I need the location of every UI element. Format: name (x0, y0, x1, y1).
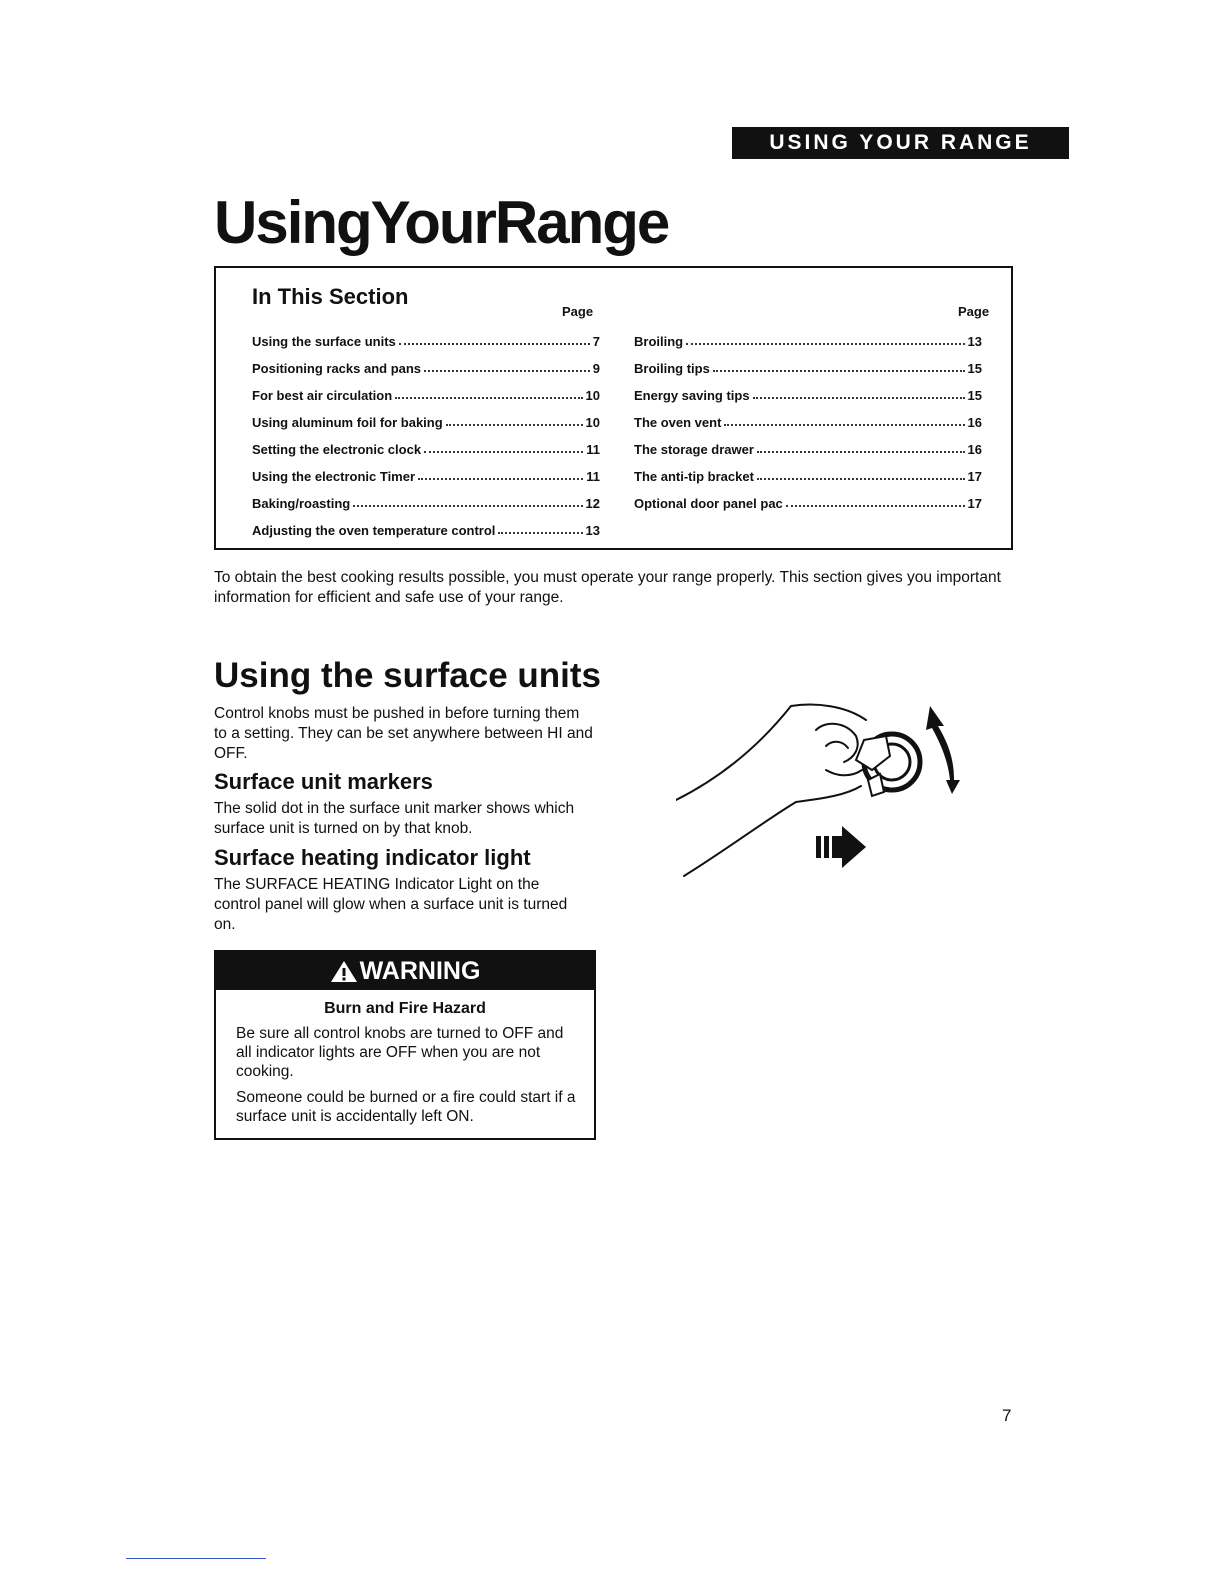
toc-entry-page: 10 (585, 388, 600, 403)
toc-entry-label: Energy saving tips (634, 388, 750, 403)
hazard-title: Burn and Fire Hazard (324, 1000, 486, 1017)
surface-markers-heading: Surface unit markers (214, 769, 433, 794)
toc-leader-dots (757, 478, 965, 480)
toc-leader-dots (753, 397, 965, 399)
toc-entry-label: The anti-tip bracket (634, 469, 754, 484)
toc-entry-label: The storage drawer (634, 442, 754, 457)
toc-page-header-right: Page (958, 304, 990, 319)
toc-entry-page: 10 (585, 415, 600, 430)
toc-page-header-left: Page (562, 304, 594, 319)
toc-leader-dots (757, 451, 965, 453)
toc-entry-label: Adjusting the oven temperature control (252, 523, 496, 538)
toc-entry-page: 15 (967, 388, 982, 403)
warning-triangle-icon (330, 959, 358, 983)
toc-leader-dots (424, 370, 590, 372)
page-title: UsingYourRange (214, 189, 669, 256)
toc-entry (252, 376, 600, 403)
toc-entry (634, 457, 982, 484)
toc-right-column (634, 322, 982, 511)
toc-leader-dots (446, 424, 583, 426)
toc-entry-label: Using the surface units (252, 334, 396, 349)
toc-entry (634, 349, 982, 376)
toc-entry-label: Baking/roasting (252, 496, 351, 511)
toc-entry (252, 511, 600, 538)
toc-entry-page: 17 (967, 496, 982, 511)
toc-entry (634, 430, 982, 457)
toc-entry-page: 13 (967, 334, 982, 349)
toc-entry (252, 349, 600, 376)
page-number: 7 (1002, 1406, 1012, 1425)
toc-entry-label: Using aluminum foil for baking (252, 415, 443, 430)
toc-leader-dots (395, 397, 582, 399)
toc-leader-dots (786, 505, 965, 507)
toc-entry (252, 403, 600, 430)
toc-entry-page: 9 (592, 361, 600, 376)
toc-entry-page: 13 (585, 523, 600, 538)
warning-paragraph-1: Be sure all control knobs are turned to OFF and all indicator lights are OFF when you are not cooking. (236, 1025, 564, 1080)
surface-units-body: Control knobs must be pushed in before turning them to a setting. They can be set anywhere between HI and OFF. (214, 705, 593, 762)
toc-entry (634, 484, 982, 511)
toc-leader-dots (353, 505, 582, 507)
toc-leader-dots (498, 532, 582, 534)
toc-leader-dots (418, 478, 583, 480)
warning-label: WARNING (359, 956, 481, 985)
warning-box (214, 950, 596, 1140)
toc-entry (634, 403, 982, 430)
toc-leader-dots (724, 424, 964, 426)
toc-entry (252, 457, 600, 484)
toc-entry (252, 322, 600, 349)
toc-entry (634, 376, 982, 403)
rotate-arrow-icon (926, 706, 960, 794)
push-arrow-icon (816, 826, 866, 868)
toc-left-column (252, 322, 600, 538)
toc-entry-label: The oven vent (634, 415, 722, 430)
toc-entry-label: Broiling tips (634, 361, 710, 376)
indicator-light-body: The SURFACE HEATING Indicator Light on the control panel will glow when a surface unit is turned on. (214, 876, 568, 933)
toc-entry-page: 15 (967, 361, 982, 376)
toc-entry-page: 11 (586, 442, 600, 457)
toc-entry-page: 16 (967, 415, 982, 430)
warning-paragraph-2: Someone could be burned or a fire could start if a surface unit is accidentally left ON. (236, 1089, 576, 1125)
section-tab: USING YOUR RANGE (732, 127, 1069, 159)
toc-entry (634, 322, 982, 349)
surface-units-heading: Using the surface units (214, 656, 602, 695)
toc-entry-label: Using the electronic Timer (252, 469, 416, 484)
toc-entry-label: For best air circulation (252, 388, 393, 403)
toc-entry-label: Optional door panel pac (634, 496, 783, 511)
toc-leader-dots (713, 370, 965, 372)
toc-leader-dots (424, 451, 583, 453)
toc-entry-page: 7 (592, 334, 600, 349)
intro-paragraph: To obtain the best cooking results possible, you must operate your range properly. This section gives you important information for efficient and safe use of your range. (214, 569, 1001, 606)
toc-entry-page: 17 (967, 469, 982, 484)
toc-entry-page: 11 (586, 469, 600, 484)
toc-entry-page: 12 (585, 496, 600, 511)
toc-leader-dots (686, 343, 964, 345)
warning-banner (216, 952, 594, 990)
toc-entry (252, 430, 600, 457)
bottom-rule (126, 1558, 266, 1559)
toc-heading: In This Section (252, 284, 409, 309)
toc-box (214, 266, 1013, 550)
knob-illustration (676, 700, 996, 890)
toc-entry-label: Setting the electronic clock (252, 442, 422, 457)
toc-leader-dots (399, 343, 590, 345)
indicator-light-heading: Surface heating indicator light (214, 845, 531, 870)
toc-entry-label: Positioning racks and pans (252, 361, 422, 376)
surface-markers-body: The solid dot in the surface unit marker shows which surface unit is turned on by that knob. (214, 800, 575, 837)
toc-entry-label: Broiling (634, 334, 684, 349)
toc-entry (252, 484, 600, 511)
toc-entry-page: 16 (967, 442, 982, 457)
